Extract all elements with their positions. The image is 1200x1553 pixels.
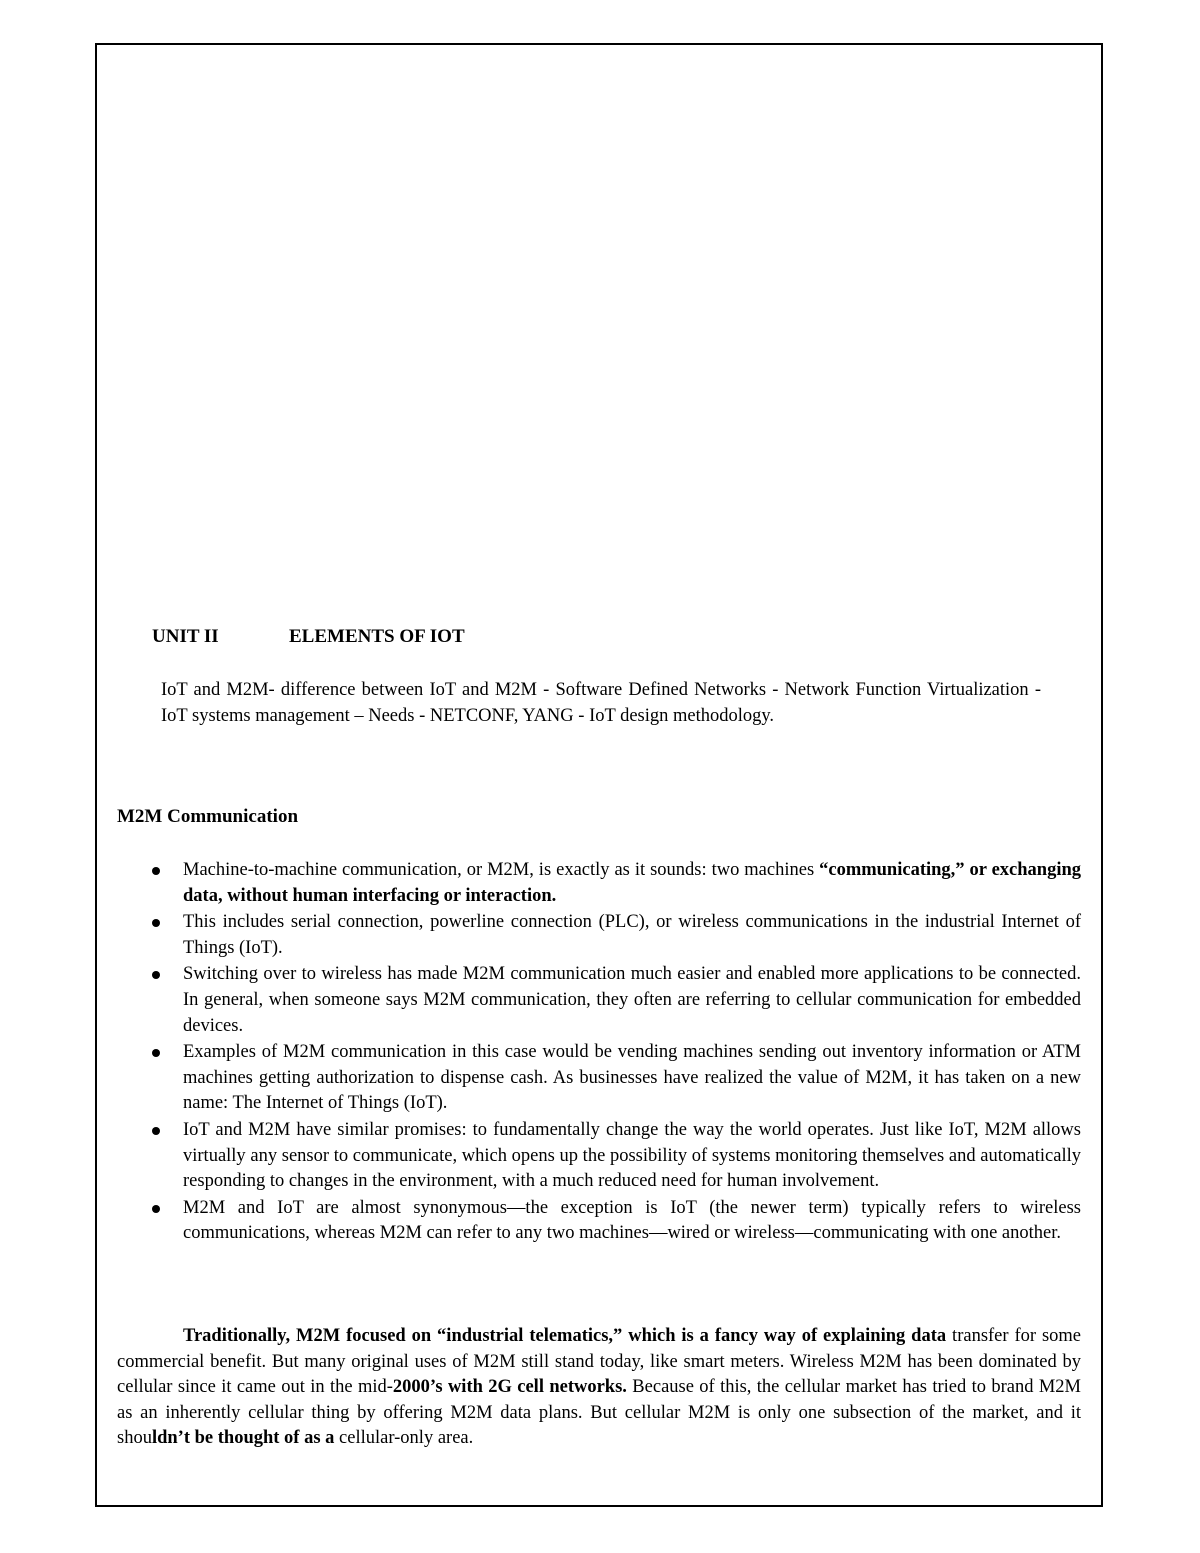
closing-bold-5: ldn’t be thought of as a (151, 1428, 335, 1449)
list-item (117, 962, 1081, 1039)
bullet-text: This includes serial connection, powerline connection (PLC), or wireless communications in the industrial Internet of Things (IoT). (183, 912, 1081, 958)
unit-heading (152, 626, 465, 648)
unit-number: UNIT II (152, 626, 219, 647)
bullet-text: M2M and IoT are almost synonymous—the exception is IoT (the newer term) typically refers to wireless communications, whereas M2M can refer to any two machines—wired or wireless—communicating with one another. (183, 1197, 1081, 1244)
closing-text-4: Because of this, the cellular market has tried to brand M2M as an inherently cellular thing by offering M2M data plans. But cellular M2M is only one subsection of the market, and it shou (117, 1377, 1081, 1449)
closing-text-6: cellular-only area. (334, 1428, 474, 1449)
bullet-icon (152, 1205, 160, 1213)
closing-bold-1: Traditionally, M2M focused on “industrial telematics,” which is a fancy way of explaining data (183, 1326, 947, 1346)
page-border (95, 43, 1103, 1507)
closing-paragraph (117, 1324, 1081, 1452)
bullet-bold-text: “communicating,” or exchanging data, without human interfacing or interaction. (183, 860, 1082, 906)
closing-bold-3: 2000’s with 2G cell networks. (392, 1377, 627, 1398)
bullet-icon (152, 867, 160, 875)
list-item (117, 858, 1081, 909)
syllabus-topics: IoT and M2M- difference between IoT and M2M - Software Defined Networks - Network Function Virtualization - IoT systems management – Needs - NETCONF, YANG - IoT design methodology. (161, 680, 1041, 726)
list-item (117, 1118, 1081, 1195)
closing-text-2: transfer for some commercial benefit. But many original uses of M2M still stand today, like smart meters. Wireless M2M has been dominated by cellular since it came out in the mid- (117, 1326, 1082, 1398)
bullet-text: Switching over to wireless has made M2M communication much easier and enabled more applications to be connected. In general, when someone says M2M communication, they often are referring to cellular communication for embedded devices. (183, 964, 1081, 1036)
list-item (117, 1040, 1081, 1117)
unit-title: ELEMENTS OF IOT (289, 626, 465, 647)
list-item (117, 910, 1081, 961)
bullet-icon (152, 919, 160, 927)
bullet-icon (152, 971, 160, 979)
bullet-icon (152, 1127, 160, 1135)
bullet-list (117, 858, 1081, 1248)
bullet-icon (152, 1049, 160, 1057)
bullet-text: IoT and M2M have similar promises: to fundamentally change the way the world operates. Just like IoT, M2M allows virtually any sensor to communicate, which opens up the possibility of systems monitoring themselves and automatically responding to changes in the environment, with a much reduced need for human involvement. (183, 1119, 1081, 1192)
bullet-text: Examples of M2M communication in this case would be vending machines sending out inventory information or ATM machines getting authorization to dispense cash. As businesses have realized the value of M2M, it has taken on a new name: The Internet of Things (IoT). (183, 1042, 1081, 1114)
list-item (117, 1196, 1081, 1247)
section-heading: M2M Communication (117, 806, 299, 827)
bullet-text: Machine-to-machine communication, or M2M, is exactly as it sounds: two machines (183, 860, 820, 880)
